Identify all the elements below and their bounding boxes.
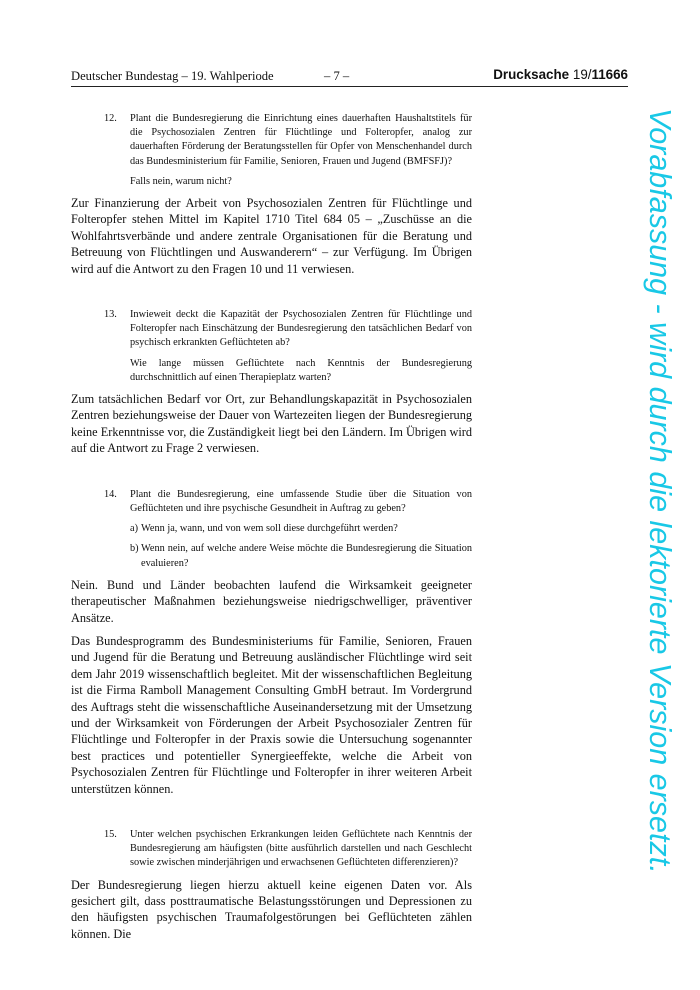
question-15 — [71, 828, 472, 871]
question-text: Inwieweit deckt die Kapazität der Psychosozialen Zentren für Flüchtlinge und Folteropfer nach Einschätzung der Bundesregierung den tatsächlichen Bedarf von psychisch erkrankten Geflüchteten ab? — [130, 309, 472, 349]
answer-15: Der Bundesregierung liegen hierzu aktuell keine eigenen Daten vor. Als gesichert gilt, dass posttraumatische Belastungsstörungen und Depressionen zu den häufigsten psychischen Traumafolgestörungen bei Geflüchteten zählen können. Die — [71, 877, 472, 941]
header-document-number — [493, 66, 628, 84]
question-number: 14. — [104, 488, 117, 500]
header-doc-number: 11666 — [591, 67, 628, 82]
question-12 — [71, 112, 472, 189]
header-page-number: – 7 – — [324, 69, 350, 83]
question-sub-b — [130, 542, 472, 570]
header-parliament: Deutscher Bundestag – 19. Wahlperiode — [71, 69, 274, 83]
question-sub-a — [130, 522, 472, 536]
sub-text: Wenn ja, wann, und von wem soll diese durchgeführt werden? — [141, 523, 398, 535]
question-14 — [71, 488, 472, 571]
sub-text: Wenn nein, auf welche andere Weise möchte die Bundesregierung die Situation evaluieren? — [141, 543, 472, 569]
answer-12: Zur Finanzierung der Arbeit von Psychosozialen Zentren für Flüchtlinge und Folteropfer stehen Mittel im Kapitel 1710 Titel 684 05 – „Zuschüsse an die Wohlfahrtsverbände und andere zentrale Organisationen für die Beratung und Betreuung von Flüchtlingen und Auswanderern“ – zur Verfügung. Im Übrigen wird auf die Antwort zu den Fragen 10 und 11 verwiesen. — [71, 196, 472, 276]
draft-watermark: Vorabfassung - wird durch die lektorierte Version ersetzt. — [643, 108, 677, 874]
header-doc-prefix: 19/ — [572, 67, 592, 82]
question-text: Plant die Bundesregierung die Einrichtung eines dauerhaften Haushaltstitels für die Psychosozialen Zentren für Flüchtlinge und Folteropfer, analog zur dauerhaften Förderung der Beratungsstellen für Opfer von Menschenhandel durch das Bundesministerium für Familie, Senioren, Frauen und Jugend (BMFSFJ)? — [130, 113, 472, 167]
question-text: Unter welchen psychischen Erkrankungen leiden Geflüchtete nach Kenntnis der Bundesregierung am häufigsten (bitte ausführlich darstellen und nach Geschlecht sowie zwischen minderjährigen und erwachsenen Geflüchteten differenzieren)? — [130, 828, 472, 869]
sub-label: b) — [130, 543, 139, 555]
sub-label: a) — [130, 523, 138, 535]
question-number: 13. — [104, 309, 117, 321]
answer-13: Zum tatsächlichen Bedarf vor Ort, zur Behandlungskapazität in Psychosozialen Zentren beziehungsweise der Dauer von Wartezeiten liegen der Bundesregierung keine Erkenntnisse vor, die Zuständigkeit liegt bei den Ländern. Im Übrigen wird auf die Antwort zu Frage 2 verwiesen. — [71, 392, 472, 456]
question-followup: Wie lange müssen Geflüchtete nach Kenntnis der Bundesregierung durchschnittlich auf einen Therapieplatz warten? — [130, 357, 472, 383]
question-number: 15. — [104, 828, 117, 840]
header-rule — [71, 86, 628, 87]
answer-14-part-1: Nein. Bund und Länder beobachten laufend die Wirksamkeit geeigneter therapeutischer Maßnahmen beziehungsweise niedrigschwelliger, präventiver Ansätze. — [71, 577, 472, 625]
question-number: 12. — [104, 113, 117, 124]
question-text: Plant die Bundesregierung, eine umfassende Studie über die Situation von Geflüchteten und ihre psychische Gesundheit in Auftrag zu geben? — [130, 488, 472, 514]
document-body — [71, 112, 472, 949]
question-13 — [71, 308, 472, 385]
header-doc-label: Drucksache — [493, 67, 570, 82]
answer-14-part-2: Das Bundesprogramm des Bundesministeriums für Familie, Senioren, Frauen und Jugend für die Beratung und Betreuung ausländischer Flüchtlinge wird seit dem Jahr 2019 wissenschaftlich begleitet. Mit der wissenschaftlichen Begleitung ist die Firma Ramboll Management Consulting GmbH betraut. Im Vordergrund des Auftrags steht die wissenschaftliche Auseinandersetzung mit der Umsetzung und der Wirksamkeit von Förderungen der Arbeit Psychosozialer Zentren für Flüchtlinge und Folteropfer in der Praxis sowie die Untersuchung sogenannter best practices und potentieller Synergieeffekte, welche die Arbeit von Psychosozialen Zentren für Flüchtlinge und Folteropfer in ihrer weiteren Arbeit unterstützen können. — [71, 633, 472, 796]
page-header — [71, 67, 628, 85]
question-followup: Falls nein, warum nicht? — [130, 175, 232, 187]
